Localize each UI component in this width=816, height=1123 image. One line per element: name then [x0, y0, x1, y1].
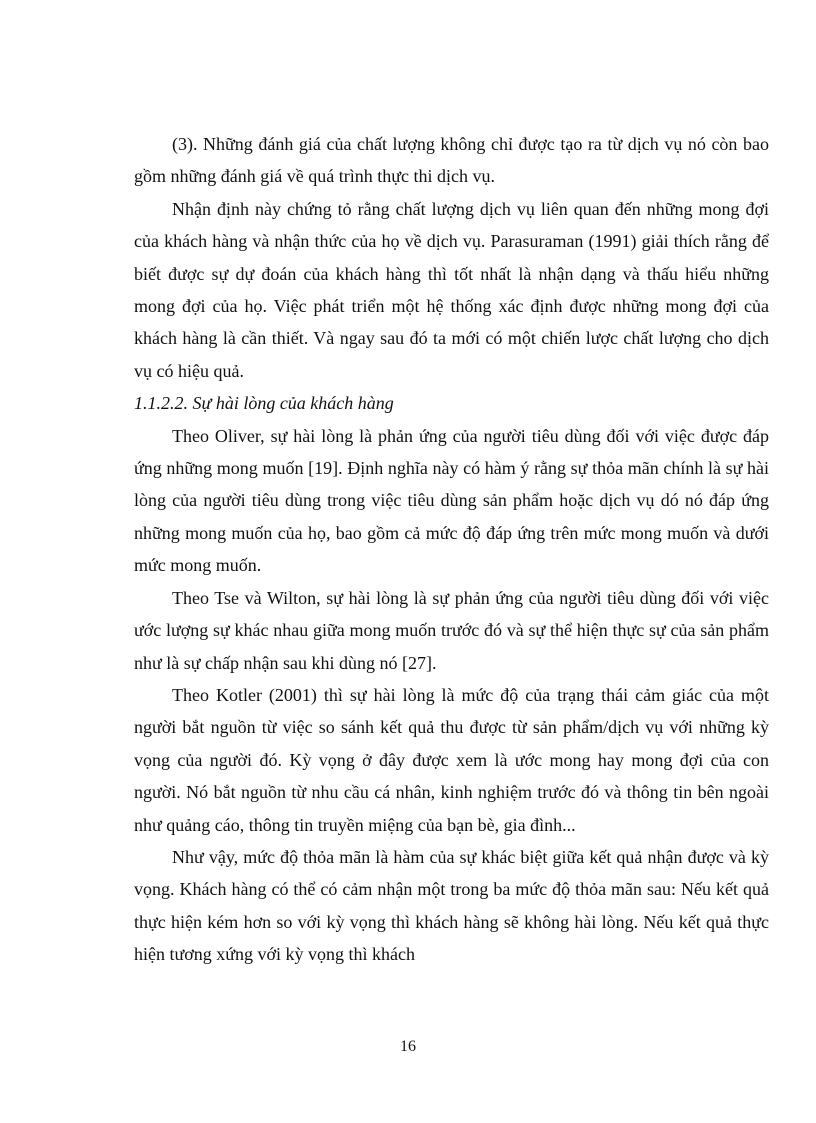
- paragraph-parasuraman: Nhận định này chứng tỏ rằng chất lượng dịch vụ liên quan đến những mong đợi của khách hàng và nhận thức của họ về dịch vụ. Parasuraman (1991) giải thích rằng để biết được sự dự đoán của khách hàng thì tốt nhất là nhận dạng và thấu hiểu những mong đợi của họ. Việc phát triển một hệ thống xác định được những mong đợi của khách hàng là cần thiết. Và ngay sau đó ta mới có một chiến lược chất lượng cho dịch vụ có hiệu quả.: [134, 198, 769, 381]
- paragraph-quality-evaluation: (3). Những đánh giá của chất lượng không chỉ được tạo ra từ dịch vụ nó còn bao gồm những đánh giá về quá trình thực thi dịch vụ.: [134, 134, 769, 187]
- paragraph-kotler: Theo Kotler (2001) thì sự hài lòng là mức độ của trạng thái cảm giác của một người bắt nguồn từ việc so sánh kết quả thu được từ sản phẩm/dịch vụ với những kỳ vọng của người đó. Kỳ vọng ở đây được xem là ước mong hay mong đợi của con người. Nó bắt nguồn từ nhu cầu cá nhân, kinh nghiệm trước đó và thông tin bên ngoài như quảng cáo, thông tin truyền miệng của bạn bè, gia đình...: [134, 684, 769, 835]
- body-text: [134, 128, 769, 971]
- paragraph-satisfaction-levels: Như vậy, mức độ thỏa mãn là hàm của sự khác biệt giữa kết quả nhận được và kỳ vọng. Khách hàng có thể có cảm nhận một trong ba mức độ thỏa mãn sau: Nếu kết quả thực hiện kém hơn so với kỳ vọng thì khách hàng sẽ không hài lòng. Nếu kết quả thực hiện tương xứng với kỳ vọng thì khách: [134, 846, 769, 965]
- section-heading: 1.1.2.2. Sự hài lòng của khách hàng: [134, 393, 394, 414]
- paragraph-tse-wilton: Theo Tse và Wilton, sự hài lòng là sự phản ứng của người tiêu dùng đối với việc ước lượng sự khác nhau giữa mong muốn trước đó và sự thể hiện thực sự của sản phẩm như là sự chấp nhận sau khi dùng nó [27].: [134, 587, 769, 673]
- paragraph-oliver: Theo Oliver, sự hài lòng là phản ứng của người tiêu dùng đối với việc được đáp ứng những mong muốn [19]. Định nghĩa này có hàm ý rằng sự thỏa mãn chính là sự hài lòng của người tiêu dùng trong việc tiêu dùng sản phẩm hoặc dịch vụ dó nó đáp ứng những mong muốn của họ, bao gồm cả mức độ đáp ứng trên mức mong muốn và dưới mức mong muốn.: [134, 425, 769, 576]
- page-number: 16: [400, 1038, 416, 1055]
